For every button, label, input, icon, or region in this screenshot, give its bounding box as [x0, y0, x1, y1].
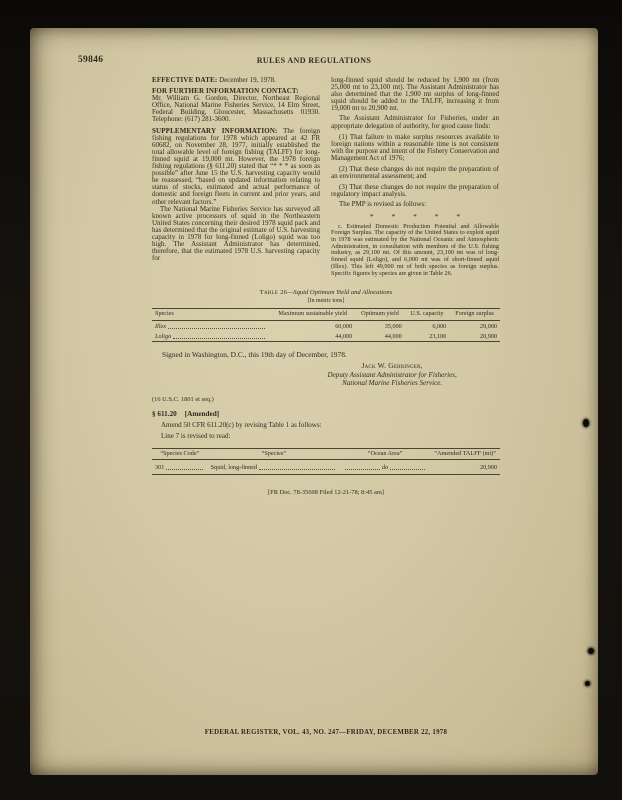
cell-optimum-yield: 44,000 — [384, 332, 402, 340]
cell-msy: 60,000 — [335, 322, 353, 330]
page-content — [152, 77, 500, 496]
column-header-msy: Maximum sustainable yield — [270, 309, 355, 321]
amended-table-header — [152, 448, 500, 460]
dot-leader — [259, 469, 335, 470]
document-page — [30, 28, 598, 775]
signed-line: Signed in Washington, D.C., this 19th day of December, 1978. — [162, 349, 347, 359]
species-code-value: 301 — [155, 464, 165, 472]
cell-foreign-surplus: 29,000 — [479, 322, 497, 330]
scan-artifact-dot — [588, 648, 594, 654]
contact-label: FOR FURTHER INFORMATION CONTACT: — [152, 87, 299, 96]
cell-species — [152, 331, 270, 342]
cell-foreign-surplus: 20,900 — [479, 332, 497, 340]
ocean-area-value: do — [382, 464, 389, 472]
dot-leader — [390, 469, 425, 470]
signature-block — [152, 351, 500, 387]
amendment-instruction-2: Line 7 is revised to read: — [161, 432, 231, 441]
species-name: Illex — [155, 322, 166, 330]
supplementary-label: SUPPLEMENTARY INFORMATION: — [152, 126, 278, 135]
cell-species — [152, 320, 270, 331]
effective-date-label: EFFECTIVE DATE: — [152, 76, 218, 84]
finding-3: (3) That these changes do not require the preparation of regulatory impact analysis. — [331, 183, 499, 199]
signatory-title-2: National Marine Fisheries Service. — [342, 378, 443, 387]
table-26-body — [152, 320, 500, 341]
scan-artifact-dot — [583, 419, 589, 427]
finding-2: (2) That these changes do not require the preparation of an environmental assessment; and — [331, 165, 499, 181]
species-name: Loligo — [155, 332, 172, 340]
asterisk-separator: * * * * * — [369, 211, 461, 221]
dot-leader — [166, 469, 202, 470]
finding-1: (1) That failure to make surplus resources available to foreign nations within a reasonable time is not consistent with the purpose and intent of the Fishery Conservation and Management Act of 1976; — [331, 132, 499, 162]
cell-species-code — [152, 460, 208, 475]
supplementary-paragraph — [152, 128, 320, 206]
table-26 — [152, 289, 500, 342]
running-head-title: RULES AND REGULATIONS — [256, 56, 372, 65]
page-footer: FEDERAL REGISTER, VOL. 43, NO. 247—FRIDAY, DECEMBER 22, 1978 — [204, 729, 448, 736]
cell-optimum-yield: 35,000 — [384, 322, 402, 330]
column-header-ocean-area: “Ocean Area” — [340, 448, 430, 460]
column-header-species-code: “Species Code” — [152, 448, 208, 460]
cell-us-capacity: 6,000 — [432, 322, 447, 330]
amendment-instruction-1: Amend 50 CFR 611.20(c) by revising Table 1 as follows: — [161, 420, 322, 429]
table-row-illex — [152, 320, 500, 331]
left-column — [152, 77, 320, 277]
dot-leader — [168, 328, 265, 329]
table-26-title-label: Table 26 — [259, 289, 288, 297]
page-header — [30, 55, 598, 67]
cell-species — [208, 460, 340, 475]
authority-citation: (16 U.S.C. 1801 et seq.) — [152, 395, 214, 403]
amended-table-1 — [152, 448, 500, 476]
column-header-species: Species — [152, 309, 270, 321]
contact-body-paragraph: Mr. William G. Gordon, Director, Northeast Regional Office, National Marine Fisheries Service, 14 Elm Street, Federal Building, Gloucester, Massachusetts 01930. Telephone: (617) 281-3600. — [152, 94, 320, 124]
cell-amended-talff: 20,900 — [479, 464, 497, 472]
fr-doc-citation: [FR Doc. 78-35698 Filed 12-21-78; 8:45 am] — [268, 489, 384, 497]
table-26-unit-note: [In metric tons] — [307, 298, 345, 305]
table-26-header-row — [152, 309, 500, 321]
signatory-title-1: Deputy Assistant Administrator for Fisheries, — [327, 370, 457, 379]
page-number: 59846 — [78, 55, 104, 65]
section-amended-label: [Amended] — [184, 409, 220, 418]
cell-ocean-area — [340, 460, 430, 475]
supplementary-body: The foreign fishing regulations for 1978 which appeared at 42 FR 60682, on November 28, 1977, initially established the total allowable level of foreign fishing (TALFF) for long-finned squid at 19,000 mt. However, the 1978 foreign fishing regulations (§ 611.20) stated that “* * * as soon as possible” after June 15 the U.S. harvesting capacity would be reassessed, “based on updated information relating to status of stocks, estimated and actual performance of domestic and foreign fleets in current and prior years, and other relevant factors.” — [152, 126, 320, 206]
species-value: Squid, long-finned — [210, 464, 258, 472]
cell-msy: 44,000 — [335, 332, 353, 340]
dot-leader — [173, 338, 265, 339]
left-paragraph-2: The National Marine Fisheries Service has surveyed all known active processors of squid in the Northeastern United States concerning their desired 1978 squid pack and has determined that the original estimate of U.S. harvesting capacity in 1978 for long-finned (Loligo) squid was too high. The Assistant Administrator has determined, therefore, that the estimated 1978 U.S. harvesting capacity for — [152, 204, 320, 263]
amended-table-body — [152, 460, 500, 475]
column-header-species: “Species” — [208, 448, 340, 460]
signatory — [284, 362, 500, 386]
section-heading — [152, 410, 500, 418]
pmp-line: The PMP is revised as follows: — [339, 200, 427, 209]
effective-date-text: December 19, 1978. — [219, 76, 276, 84]
column-header-foreign-surplus: Foreign surplus — [449, 309, 500, 321]
column-header-us-capacity: U.S. capacity — [405, 309, 449, 321]
table-26-title — [152, 289, 500, 296]
dot-leader — [345, 469, 380, 470]
section-number: § 611.20 — [152, 409, 177, 418]
table-26-grid — [152, 308, 500, 342]
right-column — [331, 77, 499, 277]
table-26-title-text: —Squid Optimum Yield and Allocations — [287, 289, 393, 297]
signatory-name: Jack W. Gehringer, — [361, 361, 423, 371]
effective-date-paragraph — [152, 77, 320, 84]
two-column-text — [152, 77, 500, 277]
amended-table-header-row — [152, 448, 500, 460]
amended-table-row — [152, 460, 500, 475]
right-paragraph-1: long-finned squid should be reduced by 1,900 mt (from 25,000 mt to 23,100 mt). The Assistant Administrator has also determined that the 1,900 mt surplus of long-finned squid should be added to the TALFF, increasing it from 19,000 mt to 20,900 mt. — [331, 76, 499, 113]
table-row-loligo — [152, 331, 500, 342]
column-header-optimum-yield: Optimum yield — [355, 309, 405, 321]
scan-artifact-dot — [585, 681, 590, 686]
table-26-header — [152, 309, 500, 321]
column-header-amended-talff: “Amended TALFF (mt)” — [430, 448, 500, 460]
right-paragraph-2: The Assistant Administrator for Fisheries, under an appropriate delegation of authority, for good cause finds: — [331, 114, 499, 130]
pmp-excerpt-paragraph: c. Estimated Domestic Production Potential and Allowable Foreign Surplus. The capacity of the United States to exploit squid in 1978 was estimated by the National Oceanic and Atmospheric Administration, in consultation with members of the U.S. fishing industry, as 29,100 mt. Of this amount, 23,100 mt was of long-finned squid (Loligo), and 6,000 mt was of short-finned squid (Illex). This left 49,900 mt of both species as foreign surplus. Specific figures by species are given in Table 26. — [331, 222, 499, 277]
cell-us-capacity: 23,100 — [429, 332, 447, 340]
